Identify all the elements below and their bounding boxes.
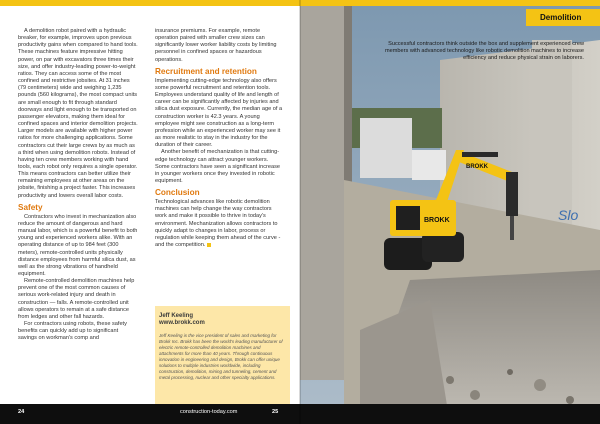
- author-url[interactable]: www.brokk.com: [159, 320, 205, 327]
- right-footer-bar: [300, 404, 600, 424]
- page-gutter: [299, 0, 301, 424]
- section-tag: Demolition: [526, 9, 600, 26]
- left-page-number: 24: [18, 409, 25, 415]
- body-brand-label: BROKK: [424, 217, 450, 224]
- top-accent-bar: [300, 0, 600, 6]
- recruitment-heading: Recruitment and retention: [155, 66, 257, 76]
- body-paragraph: Contractors who invest in mechanization also reduce the amount of dangerous and hard manual labor, which is a powerful benefit to both young and experienced workers alike. With an operating distance of up to 984 feet (300 meters), remote-controlled units physically distance employees from harmful silica dust, as well as the strong vibrations of handheld equipment.: [18, 213, 138, 277]
- text-column-1: [18, 28, 138, 343]
- author-bio-box: [155, 306, 290, 414]
- demolition-robot-photo: [300, 0, 600, 424]
- body-paragraph: A demolition robot paired with a hydraulic breaker, for example, improves upon previous productivity gains when compared to hand tools. These machines feature impressive hitting power, on par with excavators three times their size, and offer industry-leading power-to-weight ratios. They can access some of the most confined and restrictive jobsites. At 31 inches (79 centimeters) wide and weighing 1,235 pounds (560 kilograms), the most compact units are small enough to fit through standard doorways and light enough to be transported on passenger elevators, making them ideal for confined spaces and interior demolition projects. Larger models are available with higher power ratios for more challenging applications. Some contractors cut their large crews by as much as a third when using demolition robots. Instead of having ten crew members working with hand tools, each robot only requires a single operator. This means contractors can better utilize their remaining employees at other areas on the jobsite, finishing a project faster. This increases productivity and lowers overall labor costs.: [18, 28, 138, 199]
- conclusion-heading: Conclusion: [155, 188, 200, 198]
- body-paragraph: Implementing cutting-edge technology also offers some powerful recruitment and retention tools. Employees understand quality of life and length of career can be significantly affected by injuries and silica dust exposure. Currently, the median age of a construction worker is 42.3 years. A young employee might see construction as a long-term profession while an experienced worker may see it as more realistic to stay in the industry for the duration of their career.: [155, 77, 283, 149]
- author-bio: Jeff Keeling is the vice president of sales and marketing for Brokk Inc. Brokk has been the world's leading manufacturer of electric remote-controlled demolition machines and attachments for more than 40 years. Through continuous innovation in engineering and design, Brokk can offer unique solutions to multiple industries worldwide, including construction, demolition, mining and tunneling, cement and metal processing, nuclear and other specialty applications.: [159, 333, 283, 380]
- left-footer-bar: [0, 404, 300, 424]
- top-accent-bar: [0, 0, 300, 6]
- website-link[interactable]: construction-today.com: [180, 409, 238, 415]
- safety-heading: Safety: [18, 202, 43, 212]
- photo-caption: Successful contractors think outside the box and supplement experienced crew members with advanced technology like robotic demolition machines to increase efficiency and reduce physical strain on laborers.: [385, 41, 584, 61]
- body-paragraph: For contractors using robots, these safety benefits can quickly add up to significant savings on workman's comp and: [18, 321, 127, 342]
- body-paragraph: Remote-controlled demolition machines help prevent one of the most common causes of serious work-related injury and death in construction — falls. A remote-controlled unit allows operators to remain at a safe distance from ledges and other fall hazards.: [18, 278, 135, 320]
- right-page: [300, 0, 600, 424]
- text-column-2: [155, 28, 283, 249]
- end-mark-icon: [207, 243, 211, 247]
- arm-brand-label: BROKK: [466, 164, 488, 170]
- conclusion-text: Technological advances like robotic demolition machines can help change the way contractors work and make it possible to thrive in today's environment. Mechanization allows contractors to quickly adapt to changes in labor, process or regulation while keeping them ahead of the curve - and the competition.: [155, 199, 281, 249]
- author-name: Jeff Keeling: [159, 313, 194, 319]
- right-page-number: 25: [272, 409, 279, 415]
- body-paragraph: Another benefit of mechanization is that cutting-edge technology can attract younger workers. Some contractors have seen a significant increase in younger workers once they invested in robotic equipment.: [155, 149, 280, 184]
- conclusion-paragraph: [155, 199, 283, 249]
- graffiti-text: Slo: [558, 207, 579, 223]
- body-paragraph: insurance premiums. For example, remote operation paired with smaller crew sizes can significantly lower worker liability costs by limiting personnel in confined spaces or hazardous operations.: [155, 28, 277, 63]
